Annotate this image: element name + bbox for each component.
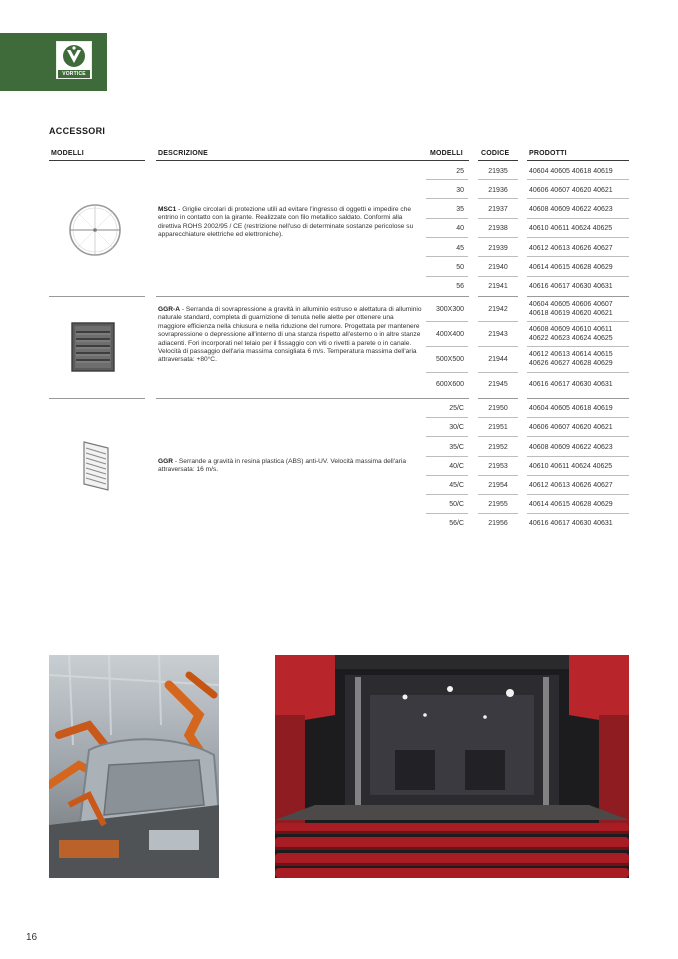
row-rule	[478, 456, 518, 457]
row-rule	[527, 237, 629, 238]
row-rule	[527, 218, 629, 219]
row-rule	[478, 256, 518, 257]
model-cell: 30/C	[449, 424, 464, 431]
products-cell: 40612 40613 40626 40627	[529, 245, 613, 252]
code-cell: 21940	[488, 264, 508, 271]
row-rule	[426, 198, 468, 199]
model-cell: 35/C	[449, 444, 464, 451]
code-cell: 21956	[488, 520, 508, 527]
code-cell: 21945	[488, 381, 508, 388]
model-cell: 35	[456, 206, 464, 213]
row-rule	[527, 179, 629, 180]
row-rule	[478, 179, 518, 180]
row-rule	[478, 513, 518, 514]
description-msc1: MSC1 - Griglie circolari di protezione utili ad evitare l'ingresso di oggetti e impedire che entrino in contatto con la girante. Realizzate con filo metallico saldato. Conformi alla direttiva ROHS 2002/95 / CE (restrizione nell'uso di determinate sostanze pericolose su apparecchiature elettriche ed elettroniche).	[158, 206, 414, 239]
group-divider	[49, 398, 145, 399]
products-cell: 40604 40605 40618 40619	[529, 168, 613, 175]
vortice-logo-mark-icon	[61, 44, 87, 68]
header-codice: CODICE	[481, 150, 510, 157]
plastic-shutter-icon	[82, 440, 110, 492]
products-cell: 40618 40619 40620 40621	[529, 310, 613, 317]
row-rule	[426, 276, 468, 277]
header-rule	[527, 160, 629, 161]
products-cell: 40614 40615 40628 40629	[529, 264, 613, 271]
row-rule	[527, 321, 629, 322]
header-modelli: MODELLI	[430, 150, 463, 157]
products-cell: 40606 40607 40620 40621	[529, 424, 613, 431]
model-cell: 50	[456, 264, 464, 271]
products-cell: 40616 40617 40630 40631	[529, 283, 613, 290]
products-cell: 40616 40617 40630 40631	[529, 381, 613, 388]
vortice-logo	[56, 41, 92, 79]
group-divider	[527, 398, 629, 399]
header-rule	[156, 160, 469, 161]
model-cell: 500X500	[435, 356, 464, 363]
model-cell: 400X400	[435, 331, 464, 338]
row-rule	[426, 494, 468, 495]
group-divider	[156, 296, 469, 297]
products-cell: 40604 40605 40618 40619	[529, 405, 613, 412]
header-modelli-left: MODELLI	[51, 150, 84, 157]
products-cell: 40608 40609 40622 40623	[529, 206, 613, 213]
row-rule	[478, 417, 518, 418]
products-cell: 40626 40627 40628 40629	[529, 360, 613, 367]
code-cell: 21955	[488, 501, 508, 508]
row-rule	[478, 346, 518, 347]
row-rule	[478, 198, 518, 199]
section-title: ACCESSORI	[49, 126, 106, 136]
group-divider	[527, 296, 629, 297]
model-cell: 40/C	[449, 463, 464, 470]
page-number: 16	[26, 932, 38, 943]
row-rule	[527, 513, 629, 514]
code-cell: 21952	[488, 444, 508, 451]
row-rule	[426, 346, 468, 347]
code-cell: 21953	[488, 463, 508, 470]
row-rule	[426, 456, 468, 457]
gravity-damper-icon	[71, 322, 115, 372]
code-cell: 21950	[488, 405, 508, 412]
circular-grille-icon	[68, 202, 122, 258]
row-rule	[527, 198, 629, 199]
code-cell: 21935	[488, 168, 508, 175]
header-prodotti: PRODOTTI	[529, 150, 567, 157]
row-rule	[478, 372, 518, 373]
products-cell: 40606 40607 40620 40621	[529, 187, 613, 194]
products-cell: 40614 40615 40628 40629	[529, 501, 613, 508]
model-cell: 45	[456, 245, 464, 252]
row-rule	[527, 276, 629, 277]
model-cell: 45/C	[449, 482, 464, 489]
products-cell: 40612 40613 40614 40615	[529, 351, 613, 358]
row-rule	[478, 475, 518, 476]
products-cell: 40610 40611 40624 40625	[529, 225, 613, 232]
description-ggr-a: GGR-A - Serranda di sovrapressione a gravità in alluminio estruso e alettatura di alluminio naturale standard, completa di guarnizione di tenuta nelle alette per ottenere una maggiore efficienza nella chiusura e nella riduzione del rumore. Progettata per mantenere sovrapressione o depressione all'interno di una stanza rispetto all'esterno o in altre stanze adiacenti. Fori incorporati nel telaio per il fissaggio con viti o rivetti a parete o in canale. Velocità di passaggio dell'aria massima consigliata 6 m/s. Temperatura massima dell'aria attraversata: +80°C.	[158, 306, 422, 364]
group-divider	[478, 398, 518, 399]
model-cell: 600X600	[435, 381, 464, 388]
car-factory-photo	[49, 655, 219, 878]
row-rule	[527, 456, 629, 457]
code-cell: 21936	[488, 187, 508, 194]
row-rule	[426, 513, 468, 514]
row-rule	[426, 417, 468, 418]
model-cell: 300X300	[435, 306, 464, 313]
code-cell: 21938	[488, 225, 508, 232]
row-rule	[527, 494, 629, 495]
products-cell: 40610 40611 40624 40625	[529, 463, 613, 470]
code-cell: 21942	[488, 306, 508, 313]
description-ggr: GGR - Serrande a gravità in resina plastica (ABS) anti-UV. Velocità massima dell'aria attraversata: 16 m/s.	[158, 458, 407, 474]
brand-name: VORTICE	[58, 70, 90, 78]
products-cell: 40612 40613 40626 40627	[529, 482, 613, 489]
row-rule	[527, 436, 629, 437]
code-cell: 21954	[488, 482, 508, 489]
group-divider	[478, 296, 518, 297]
model-cell: 40	[456, 225, 464, 232]
model-cell: 56/C	[449, 520, 464, 527]
row-rule	[527, 346, 629, 347]
row-rule	[426, 218, 468, 219]
products-cell: 40604 40605 40606 40607	[529, 301, 613, 308]
model-cell: 25/C	[449, 405, 464, 412]
row-rule	[478, 494, 518, 495]
model-name-ggr: GGR	[158, 458, 174, 465]
model-cell: 56	[456, 283, 464, 290]
row-rule	[426, 475, 468, 476]
products-cell: 40608 40609 40610 40611	[529, 326, 613, 333]
row-rule	[478, 276, 518, 277]
row-rule	[426, 436, 468, 437]
row-rule	[426, 372, 468, 373]
row-rule	[426, 256, 468, 257]
group-divider	[156, 398, 469, 399]
row-rule	[426, 179, 468, 180]
model-name-msc1: MSC1	[158, 206, 177, 213]
group-divider	[49, 296, 145, 297]
code-cell: 21937	[488, 206, 508, 213]
row-rule	[527, 417, 629, 418]
model-name-ggr-a: GGR-A	[158, 306, 180, 313]
row-rule	[478, 218, 518, 219]
row-rule	[478, 436, 518, 437]
model-cell: 30	[456, 187, 464, 194]
row-rule	[426, 237, 468, 238]
products-cell: 40622 40623 40624 40625	[529, 335, 613, 342]
code-cell: 21944	[488, 356, 508, 363]
code-cell: 21951	[488, 424, 508, 431]
model-cell: 50/C	[449, 501, 464, 508]
row-rule	[527, 372, 629, 373]
header-descrizione: DESCRIZIONE	[158, 150, 209, 157]
header-rule	[478, 160, 518, 161]
code-cell: 21939	[488, 245, 508, 252]
code-cell: 21943	[488, 331, 508, 338]
row-rule	[478, 321, 518, 322]
header-rule	[49, 160, 145, 161]
code-cell: 21941	[488, 283, 508, 290]
products-cell: 40608 40609 40622 40623	[529, 444, 613, 451]
row-rule	[478, 237, 518, 238]
row-rule	[426, 321, 468, 322]
products-cell: 40616 40617 40630 40631	[529, 520, 613, 527]
model-cell: 25	[456, 168, 464, 175]
theatre-photo	[275, 655, 629, 878]
row-rule	[527, 475, 629, 476]
row-rule	[527, 256, 629, 257]
